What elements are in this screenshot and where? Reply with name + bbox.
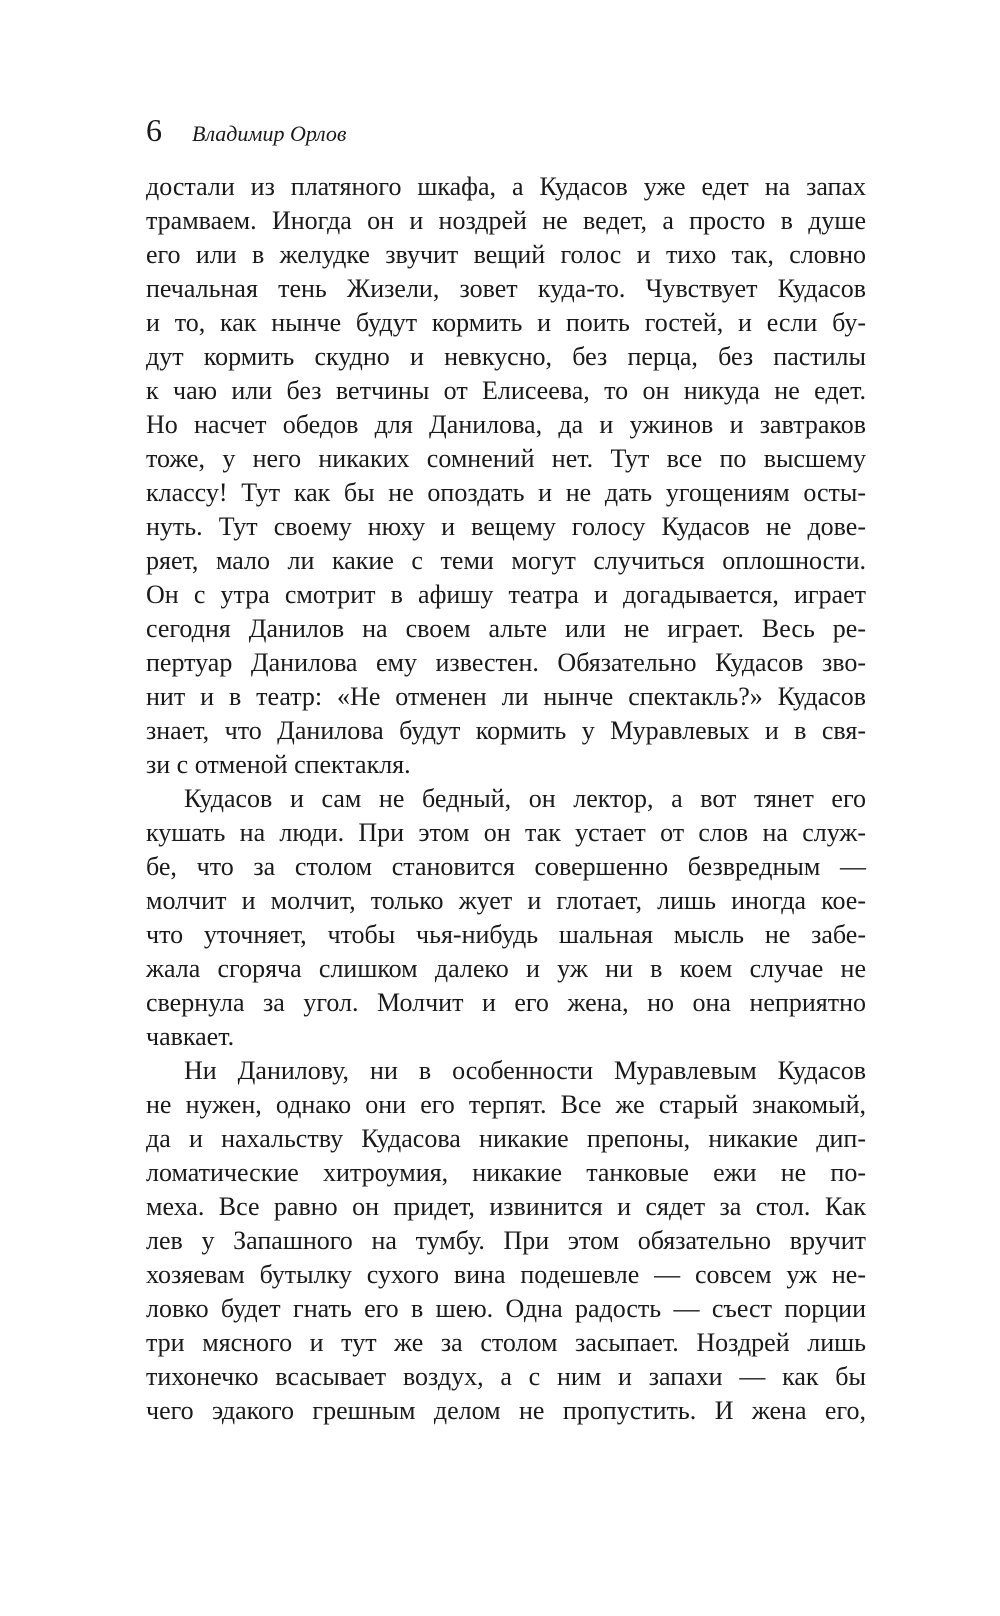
text-line: ряет, мало ли какие с теми могут случиться оплошности. xyxy=(146,546,866,575)
text-line: жала сгоряча слишком далеко и уж ни в коем случае не xyxy=(146,954,866,983)
text-line: чего эдакого грешным делом не пропустить. И жена его, xyxy=(146,1396,866,1425)
text-line: его или в желудке звучит вещий голос и тихо так, словно xyxy=(146,240,866,269)
text-line: бе, что за столом становится совершенно безвредным — xyxy=(146,852,866,881)
text-line: знает, что Данилова будут кормить у Муравлевых и в свя- xyxy=(146,716,866,745)
text-line: к чаю или без ветчины от Елисеева, то он никуда не едет. xyxy=(146,376,866,405)
text-line: Он с утра смотрит в афишу театра и догадывается, играет xyxy=(146,580,866,609)
text-line: ловко будет гнать его в шею. Одна радость — съест порции xyxy=(146,1294,866,1323)
page-number: 6 xyxy=(146,112,162,148)
text-line: классу! Тут как бы не опоздать и не дать угощениям осты- xyxy=(146,478,866,507)
author-name: Владимир Орлов xyxy=(192,121,347,146)
text-line: кушать на люди. При этом он так устает от слов на служ- xyxy=(146,818,866,847)
text-line: свернула за угол. Молчит и его жена, но она неприятно xyxy=(146,988,866,1017)
text-line: меха. Все равно он придет, извинится и сядет за стол. Как xyxy=(146,1192,866,1221)
text-line: лев у Запашного на тумбу. При этом обязательно вручит xyxy=(146,1226,866,1255)
paragraph xyxy=(146,170,866,782)
body-text xyxy=(146,170,866,1428)
text-line: нит и в театр: «Не отменен ли нынче спектакль?» Кудасов xyxy=(146,682,866,711)
text-line: хозяевам бутылку сухого вина подешевле — совсем уж не- xyxy=(146,1260,866,1289)
paragraph xyxy=(146,782,866,1054)
text-line: Ни Данилову, ни в особенности Муравлевым Кудасов xyxy=(184,1056,866,1085)
text-line: зи с отменой спектакля. xyxy=(146,750,411,779)
text-line: ломатические хитроумия, никакие танковые ежи не по- xyxy=(146,1158,866,1187)
text-line: трамваем. Иногда он и ноздрей не ведет, а просто в душе xyxy=(146,206,866,235)
text-line: что уточняет, чтобы чья-нибудь шальная мысль не забе- xyxy=(146,920,866,949)
paragraph xyxy=(146,1054,866,1428)
text-line: тихонечко всасывает воздух, а с ним и запахи — как бы xyxy=(146,1362,866,1391)
text-line: пертуар Данилова ему известен. Обязательно Кудасов зво- xyxy=(146,648,866,677)
text-line: да и нахальству Кудасова никакие препоны, никакие дип- xyxy=(146,1124,866,1153)
text-line: три мясного и тут же за столом засыпает. Ноздрей лишь xyxy=(146,1328,866,1357)
text-line: тоже, у него никаких сомнений нет. Тут все по высшему xyxy=(146,444,866,473)
text-line: и то, как нынче будут кормить и поить гостей, и если бу- xyxy=(146,308,866,337)
text-line: Но насчет обедов для Данилова, да и ужинов и завтраков xyxy=(146,410,866,439)
text-line: Кудасов и сам не бедный, он лектор, а вот тянет его xyxy=(184,784,866,813)
text-line: молчит и молчит, только жует и глотает, лишь иногда кое- xyxy=(146,886,866,915)
text-line: достали из платяного шкафа, а Кудасов уже едет на запах xyxy=(146,172,866,201)
running-head xyxy=(146,112,346,152)
text-line: печальная тень Жизели, зовет куда-то. Чувствует Кудасов xyxy=(146,274,866,303)
text-line: дут кормить скудно и невкусно, без перца, без пастилы xyxy=(146,342,866,371)
text-line: чавкает. xyxy=(146,1022,235,1051)
text-line: нуть. Тут своему нюху и вещему голосу Кудасов не дове- xyxy=(146,512,866,541)
text-line: не нужен, однако они его терпят. Все же старый знакомый, xyxy=(146,1090,866,1119)
text-line: сегодня Данилов на своем альте или не играет. Весь ре- xyxy=(146,614,866,643)
